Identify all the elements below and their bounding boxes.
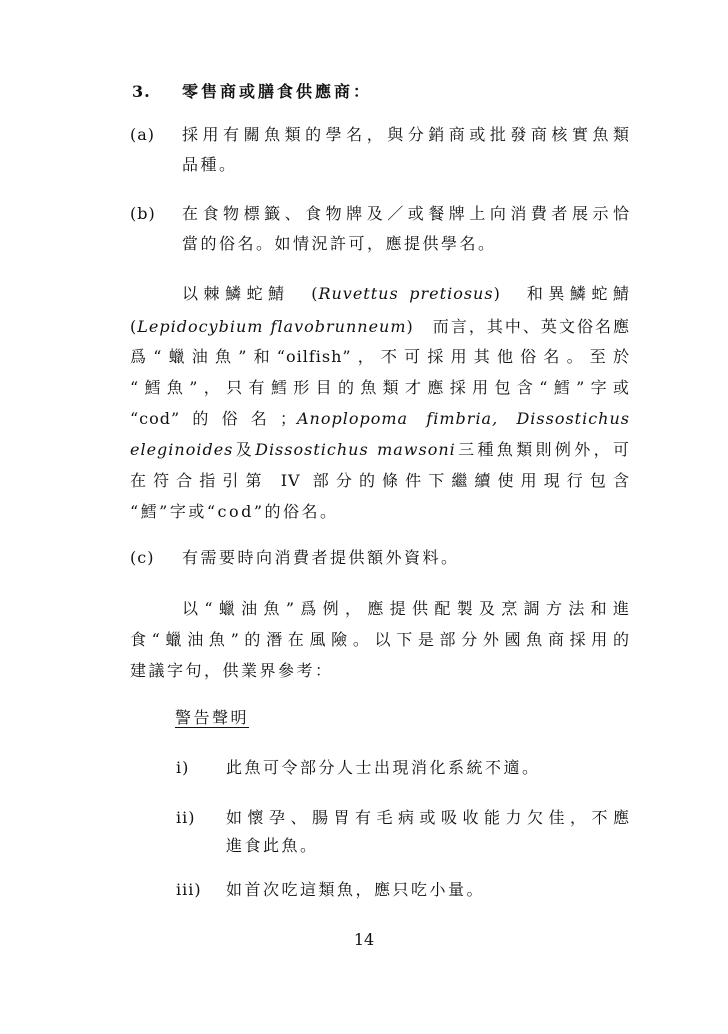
- item-c-line-1: 有需要時向消費者提供額外資料。: [182, 548, 460, 567]
- item-a-line-2: 品種。: [182, 155, 238, 174]
- names-para-line-8: “鱈”字或“cod”的俗名。: [130, 502, 339, 521]
- example-para-line-1: 以“蠟油魚”爲例，應提供配製及烹調方法和進: [182, 599, 630, 618]
- warning-item-marker: ii): [176, 808, 196, 827]
- page-number: 14: [353, 930, 375, 949]
- item-a-line-1: 採用有關魚類的學名，與分銷商或批發商核實魚類: [182, 125, 630, 144]
- section-number: 3.: [132, 82, 151, 101]
- example-para-line-3: 建議字句，供業界參考：: [130, 661, 334, 680]
- warning-item-text: 此魚可令部分人士出現消化系統不適。: [226, 758, 541, 777]
- names-para-line-3: 爲“蠟油魚”和“oilfish”，不可採用其他俗名。至於: [130, 347, 630, 366]
- warning-item-marker: iii): [176, 880, 202, 899]
- item-c-marker: (c): [130, 548, 155, 567]
- warning-item-marker: i): [176, 758, 190, 777]
- warning-item-text: 如懷孕、腸胃有毛病或吸收能力欠佳，不應: [226, 808, 630, 827]
- item-b-marker: (b): [130, 204, 156, 223]
- names-para-line-1: 以棘鱗蛇鯖 (Ruvettus pretiosus) 和異鱗蛇鯖: [182, 284, 630, 303]
- names-para-line-6: eleginoides及Dissostichus mawsoni三種魚類則例外，可: [130, 440, 630, 459]
- example-para-line-2: 食“蠟油魚”的潛在風險。以下是部分外國魚商採用的: [130, 630, 630, 649]
- names-para-line-4: “鱈魚”，只有鱈形目的魚類才應採用包含“鱈”字或: [130, 378, 630, 397]
- names-para-line-7: 在符合指引第 IV 部分的條件下繼續使用現行包含: [130, 471, 630, 490]
- warning-title: 警告聲明: [175, 708, 250, 727]
- warning-item-text-cont: 進食此魚。: [226, 836, 319, 855]
- item-b-line-2: 當的俗名。如情況許可，應提供學名。: [182, 234, 497, 253]
- names-para-line-2: (Lepidocybium flavobrunneum) 而言，其中、英文俗名應: [130, 317, 631, 336]
- warning-item-text: 如首次吃這類魚，應只吃小量。: [226, 880, 486, 899]
- section-title: 零售商或膳食供應商：: [182, 82, 373, 101]
- names-para-line-5: “cod”的俗名；Anoplopoma fimbria, Dissostichus: [130, 409, 630, 428]
- item-b-line-1: 在食物標籤、食物牌及／或餐牌上向消費者展示恰: [182, 204, 630, 223]
- item-a-marker: (a): [130, 125, 156, 144]
